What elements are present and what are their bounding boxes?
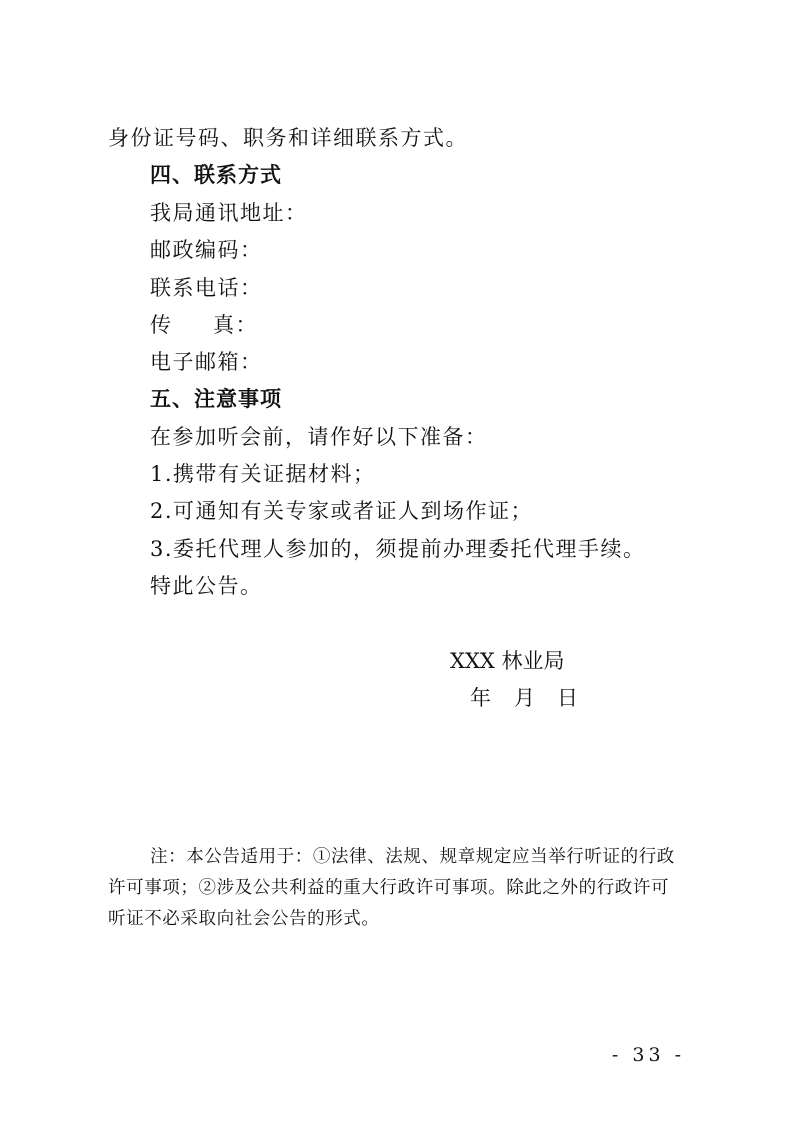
page-number: - 33 -: [611, 1044, 685, 1066]
footnote-line-2: 许可事项；②涉及公共利益的重大行政许可事项。除此之外的行政许可: [108, 878, 670, 898]
date-day: 日: [557, 686, 578, 710]
closing-text: 特此公告。: [150, 574, 263, 598]
phone-label: 联系电话：: [150, 276, 263, 300]
notice-heading: 五、注意事项: [150, 387, 282, 411]
notice-item-2: 2.可通知有关专家或者证人到场作证；: [150, 499, 534, 523]
email-label: 电子邮箱：: [150, 350, 263, 374]
date-year: 年: [470, 686, 491, 710]
fax-label-first: 传: [150, 313, 171, 337]
notice-item-3: 3.委托代理人参加的，须提前办理委托代理手续。: [150, 537, 646, 561]
notice-intro: 在参加听会前，请作好以下准备：: [150, 425, 488, 449]
footnote-line-1: 注：本公告适用于：①法律、法规、规章规定应当举行听证的行政: [150, 847, 675, 867]
postcode-label: 邮政编码：: [150, 238, 263, 262]
footnote: [108, 842, 700, 938]
address-label: 我局通讯地址：: [150, 201, 308, 225]
notice-item-1: 1.携带有关证据材料；: [150, 462, 376, 486]
contact-heading: 四、联系方式: [150, 163, 282, 187]
fax-label-second: 真：: [213, 313, 258, 337]
issuer-name: XXX 林业局: [450, 649, 565, 673]
date-month: 月: [514, 686, 535, 710]
continuation-line: 身份证号码、职务和详细联系方式。: [108, 126, 468, 150]
footnote-line-3: 听证不必采取向社会公告的形式。: [108, 909, 380, 929]
